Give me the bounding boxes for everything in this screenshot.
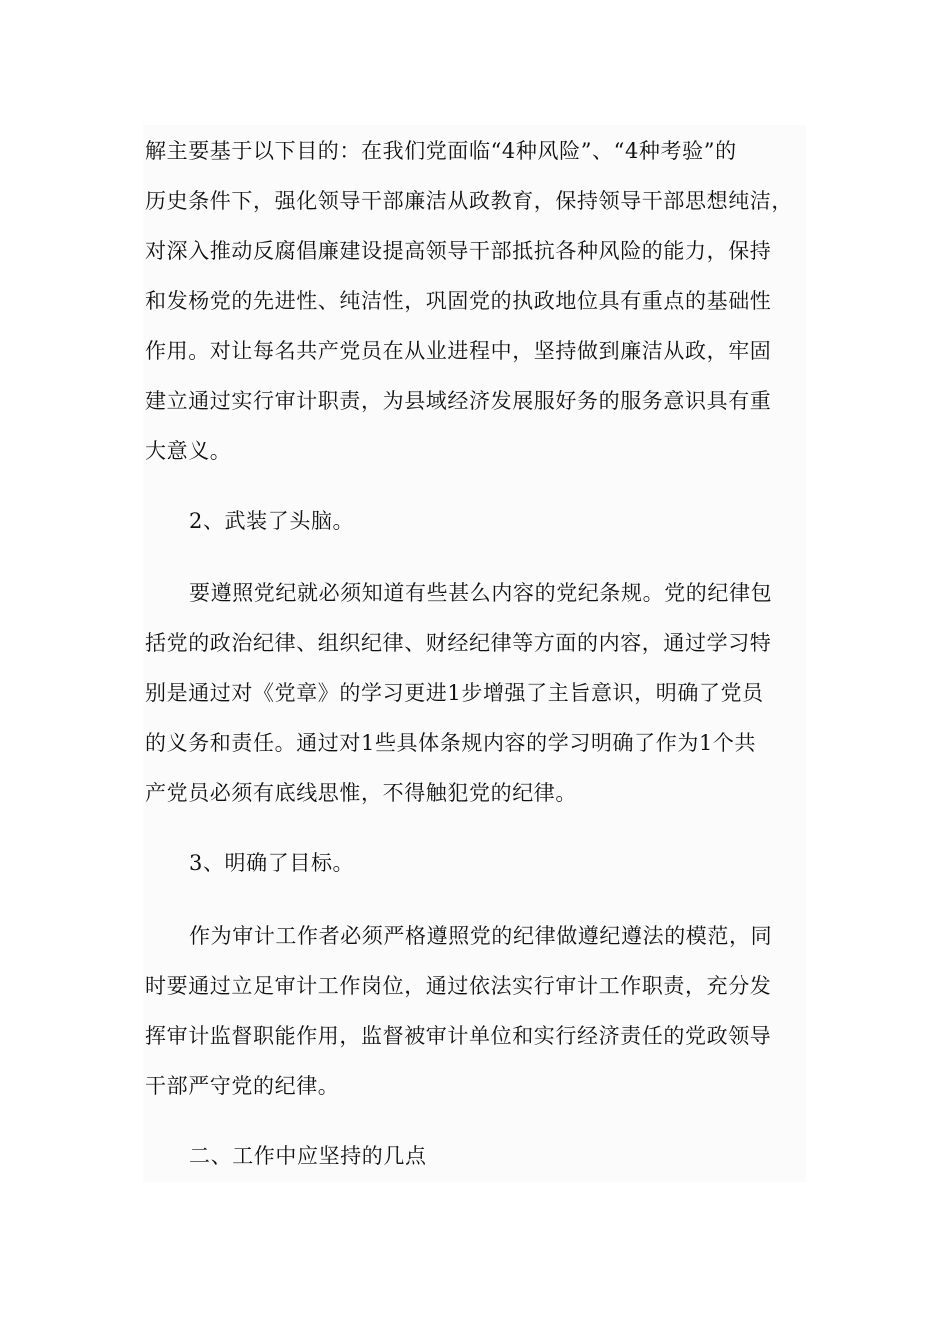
document-body bbox=[143, 125, 806, 1182]
paragraph-line: 挥审计监督职能作用，监督被审计单位和实行经济责任的党政领导 bbox=[145, 1024, 772, 1048]
paragraph-line: 要遵照党纪就必须知道有些甚么内容的党纪条规。党的纪律包 bbox=[189, 581, 773, 605]
paragraph-line: 历史条件下，强化领导干部廉洁从政教育，保持领导干部思想纯洁， bbox=[145, 189, 793, 213]
paragraph-line: 作为审计工作者必须严格遵照党的纪律做遵纪遵法的模范，同 bbox=[189, 924, 773, 948]
paragraph-line: 和发杨党的先进性、纯洁性，巩固党的执政地位具有重点的基础性 bbox=[145, 289, 772, 313]
paragraph-line: 的义务和责任。通过对1些具体条规内容的学习明确了作为1个共 bbox=[145, 731, 757, 755]
paragraph-line: 时要通过立足审计工作岗位，通过依法实行审计工作职责，充分发 bbox=[145, 974, 772, 998]
paragraph-line: 括党的政治纪律、组织纪律、财经纪律等方面的内容，通过学习特 bbox=[145, 631, 772, 655]
paragraph-line: 作用。对让每名共产党员在从业进程中，坚持做到廉洁从政，牢固 bbox=[145, 339, 772, 363]
paragraph-line: 对深入推动反腐倡廉建设提高领导干部抵抗各种风险的能力，保持 bbox=[145, 239, 772, 263]
paragraph-line: 干部严守党的纪律。 bbox=[145, 1074, 340, 1098]
chapter-heading: 二、工作中应坚持的几点 bbox=[189, 1144, 427, 1168]
paragraph-line: 建立通过实行审计职责，为县域经济发展服好务的服务意识具有重 bbox=[145, 389, 772, 413]
section-heading: 2、武装了头脑。 bbox=[189, 509, 355, 533]
paragraph-line: 解主要基于以下目的：在我们党面临“4种风险”、“4种考验”的 bbox=[145, 139, 737, 163]
paragraph-line: 大意义。 bbox=[145, 439, 232, 463]
paragraph-line: 产党员必须有底线思惟，不得触犯党的纪律。 bbox=[145, 781, 577, 805]
section-heading: 3、明确了目标。 bbox=[189, 851, 355, 875]
paragraph-line: 别是通过对《党章》的学习更进1步增强了主旨意识，明确了党员 bbox=[145, 681, 764, 705]
